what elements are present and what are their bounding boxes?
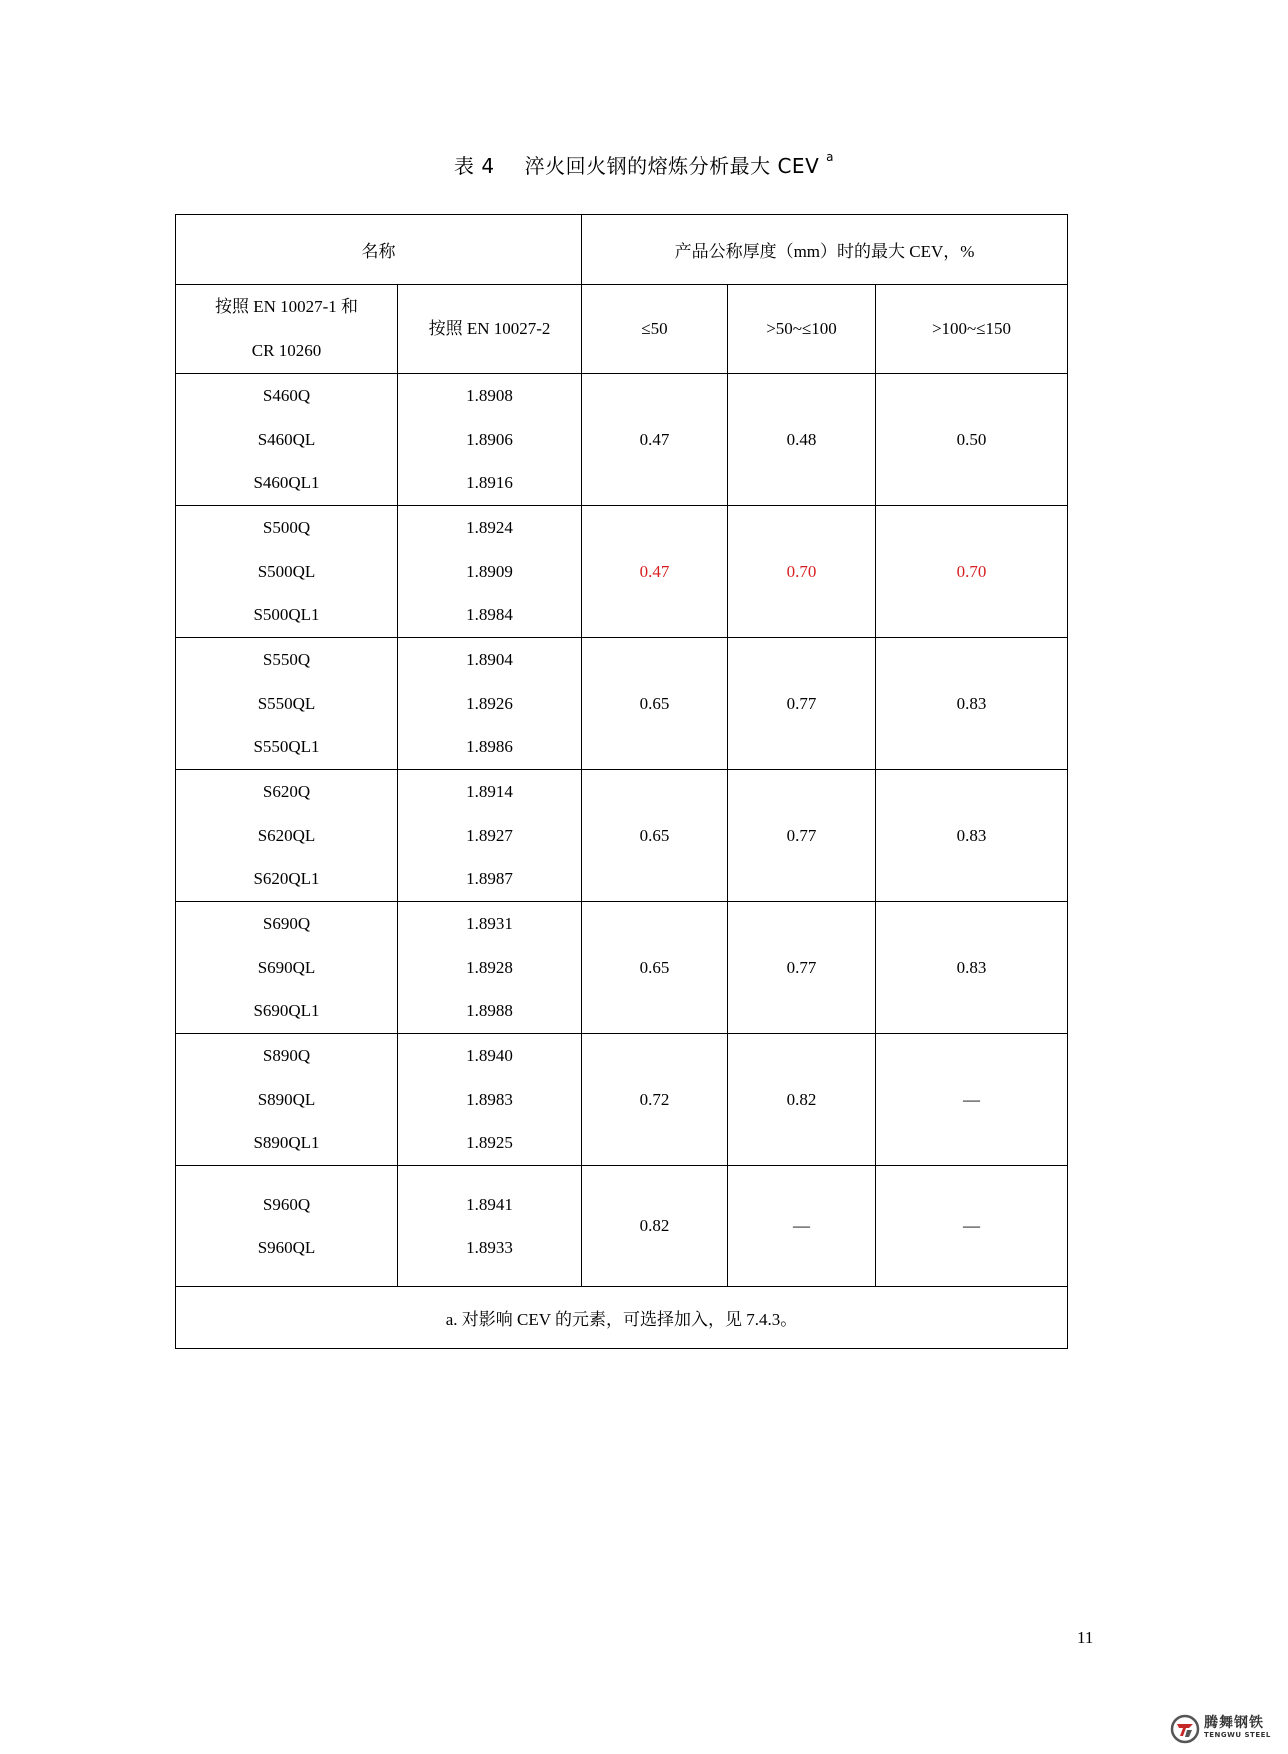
steel-numbers — [398, 638, 582, 770]
cev-value: 0.72 — [582, 1034, 728, 1166]
steel-number: 1.8904 — [466, 650, 513, 670]
steel-name: S690QL — [257, 957, 316, 977]
steel-number: 1.8924 — [466, 518, 513, 538]
cev-header: 产品公称厚度（mm）时的最大 CEV，% — [582, 215, 1068, 285]
table-title-text: 淬火回火钢的熔炼分析最大 CEV — [524, 154, 820, 178]
steel-numbers — [398, 1034, 582, 1166]
steel-name: S460Q — [262, 386, 311, 406]
cev-value: 0.48 — [728, 374, 876, 506]
cev-value-highlighted: 0.70 — [728, 506, 876, 638]
cev-value-na: — — [876, 1166, 1068, 1287]
steel-name: S550Q — [262, 650, 311, 670]
steel-number: 1.8914 — [466, 782, 513, 802]
en10027-1-header — [176, 285, 398, 374]
steel-number: 1.8916 — [466, 473, 513, 493]
table-row — [176, 1166, 1068, 1287]
brand-logo-icon — [1170, 1714, 1200, 1744]
steel-number: 1.8940 — [466, 1046, 513, 1066]
steel-name: S620Q — [262, 782, 311, 802]
steel-number: 1.8986 — [466, 737, 513, 757]
table-row — [176, 374, 1068, 506]
steel-number: 1.8983 — [466, 1089, 513, 1109]
table-row — [176, 638, 1068, 770]
cev-value: 0.65 — [582, 638, 728, 770]
steel-number: 1.8909 — [466, 561, 513, 581]
steel-names — [176, 506, 398, 638]
steel-names — [176, 374, 398, 506]
steel-number: 1.8987 — [466, 869, 513, 889]
steel-number: 1.8931 — [466, 914, 513, 934]
steel-name: S460QL — [257, 429, 316, 449]
cev-value: 0.82 — [582, 1166, 728, 1287]
steel-numbers — [398, 902, 582, 1034]
page-number: 11 — [1077, 1628, 1094, 1647]
cev-value: 0.47 — [582, 374, 728, 506]
steel-name: S690Q — [262, 914, 311, 934]
steel-name: S620QL1 — [253, 869, 320, 889]
brand-logo-cn: 腾舞钢铁 — [1204, 1715, 1264, 1731]
steel-number: 1.8988 — [466, 1001, 513, 1021]
name-header: 名称 — [176, 215, 582, 285]
thickness-header-2: >50~≤100 — [728, 285, 876, 374]
cev-value: 0.50 — [876, 374, 1068, 506]
steel-names — [176, 1034, 398, 1166]
steel-name: S550QL1 — [253, 737, 320, 757]
cev-value-na: — — [876, 1034, 1068, 1166]
steel-name: S690QL1 — [253, 1001, 320, 1021]
cev-value-na: — — [728, 1166, 876, 1287]
table-row — [176, 902, 1068, 1034]
table-row — [176, 770, 1068, 902]
steel-number: 1.8926 — [466, 693, 513, 713]
cev-value: 0.83 — [876, 902, 1068, 1034]
steel-names — [176, 638, 398, 770]
steel-numbers — [398, 374, 582, 506]
cev-value: 0.83 — [876, 638, 1068, 770]
steel-name: S890QL1 — [253, 1133, 320, 1153]
steel-names — [176, 770, 398, 902]
cev-value: 0.82 — [728, 1034, 876, 1166]
cev-value: 0.65 — [582, 770, 728, 902]
steel-number: 1.8925 — [466, 1133, 513, 1153]
steel-number: 1.8941 — [466, 1194, 513, 1214]
cev-value: 0.77 — [728, 638, 876, 770]
steel-number: 1.8927 — [466, 825, 513, 845]
steel-name: S500QL1 — [253, 605, 320, 625]
table-row — [176, 1034, 1068, 1166]
steel-name: S960Q — [262, 1194, 311, 1214]
thickness-header-1: ≤50 — [582, 285, 728, 374]
header-row-2 — [176, 285, 1068, 374]
brand-logo — [1170, 1712, 1278, 1746]
table-title — [0, 150, 1288, 179]
steel-number: 1.8908 — [466, 386, 513, 406]
steel-name: S890QL — [257, 1089, 316, 1109]
cev-value: 0.77 — [728, 770, 876, 902]
cev-value: 0.83 — [876, 770, 1068, 902]
steel-name: S500QL — [257, 561, 316, 581]
cev-value-highlighted: 0.70 — [876, 506, 1068, 638]
header-row-1 — [176, 215, 1068, 285]
table-number: 表 4 — [454, 154, 495, 178]
table-footnote: a. 对影响 CEV 的元素，可选择加入，见 7.4.3。 — [176, 1287, 1068, 1349]
steel-name: S500Q — [262, 518, 311, 538]
en10027-2-header: 按照 EN 10027-2 — [398, 285, 582, 374]
en10027-1-header-line1: 按照 EN 10027-1 和 — [214, 297, 359, 316]
cev-table — [175, 214, 1068, 1349]
thickness-header-3: >100~≤150 — [876, 285, 1068, 374]
steel-name: S890Q — [262, 1046, 311, 1066]
steel-names — [176, 1166, 398, 1287]
en10027-1-header-line2: CR 10260 — [251, 341, 322, 360]
steel-numbers — [398, 1166, 582, 1287]
steel-numbers — [398, 770, 582, 902]
cev-value-highlighted: 0.47 — [582, 506, 728, 638]
steel-name: S550QL — [257, 693, 316, 713]
steel-number: 1.8928 — [466, 957, 513, 977]
steel-number: 1.8906 — [466, 429, 513, 449]
brand-logo-en: TENGWU STEEL — [1204, 1731, 1271, 1739]
footnote-row — [176, 1287, 1068, 1349]
title-footnote-mark: a — [826, 150, 834, 165]
cev-value: 0.65 — [582, 902, 728, 1034]
steel-number: 1.8933 — [466, 1238, 513, 1257]
steel-name: S460QL1 — [253, 473, 320, 493]
steel-name: S620QL — [257, 825, 316, 845]
steel-number: 1.8984 — [466, 605, 513, 625]
steel-numbers — [398, 506, 582, 638]
cev-value: 0.77 — [728, 902, 876, 1034]
steel-name: S960QL — [257, 1238, 316, 1257]
table-row — [176, 506, 1068, 638]
steel-names — [176, 902, 398, 1034]
